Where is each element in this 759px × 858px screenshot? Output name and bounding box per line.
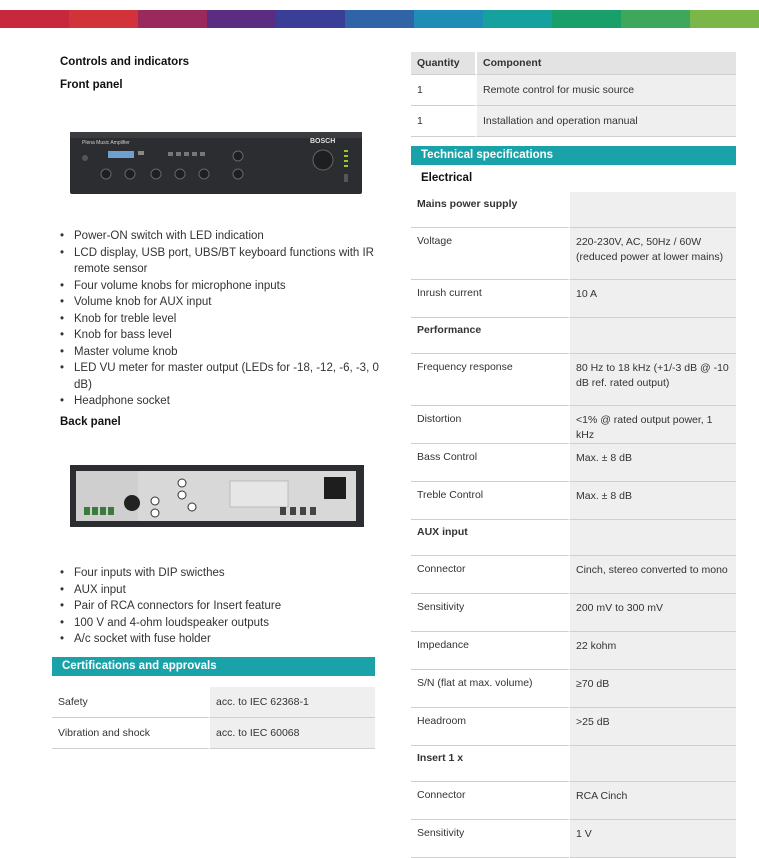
table-row: [411, 708, 736, 746]
table-row: [411, 632, 736, 670]
list-item: • Power-ON switch with LED indication: [52, 228, 382, 245]
list-item: • 100 V and 4-ohm loudspeaker outputs: [52, 615, 382, 632]
table-row: [411, 594, 736, 632]
table-row: [411, 556, 736, 594]
qty-cell: 1: [411, 75, 477, 106]
spec-value: 80 Hz to 18 kHz (+1/-3 dB @ -10 dB ref. rated output): [570, 354, 736, 406]
color-segment: [414, 10, 484, 28]
quantity-table-header: [411, 52, 736, 75]
color-segment: [345, 10, 415, 28]
spec-section-row: [411, 520, 736, 556]
list-item: • Headphone socket: [52, 393, 382, 410]
spec-label: Sensitivity: [411, 594, 570, 632]
front-panel-title: Front panel: [60, 79, 123, 91]
spec-value: 22 kohm: [570, 632, 736, 670]
quantity-table: [411, 52, 736, 137]
color-segment: [0, 10, 70, 28]
spec-label: Bass Control: [411, 444, 570, 482]
spec-section-spacer: [570, 318, 736, 354]
list-item: • Pair of RCA connectors for Insert feature: [52, 598, 382, 615]
front-panel-bullets: [52, 228, 382, 410]
spec-value: 1 V: [570, 820, 736, 858]
component-cell: Remote control for music source: [477, 75, 736, 106]
qty-cell: 1: [411, 106, 477, 137]
spec-section-title: Insert 1 x: [411, 746, 570, 782]
spec-value: >25 dB: [570, 708, 736, 746]
spec-value: <1% @ rated output power, 1 kHz: [570, 406, 736, 444]
color-segment: [552, 10, 622, 28]
spec-value: Max. ± 8 dB: [570, 482, 736, 520]
spec-label: Headroom: [411, 708, 570, 746]
spec-value: 200 mV to 300 mV: [570, 594, 736, 632]
spec-label: Voltage: [411, 228, 570, 280]
list-item: • Volume knob for AUX input: [52, 294, 382, 311]
table-row: [411, 482, 736, 520]
spec-value: Max. ± 8 dB: [570, 444, 736, 482]
spec-section-title: AUX input: [411, 520, 570, 556]
list-item: • A/c socket with fuse holder: [52, 631, 382, 648]
list-item: • AUX input: [52, 582, 382, 599]
spec-label: Inrush current: [411, 280, 570, 318]
spec-label: Connector: [411, 782, 570, 820]
table-row: [411, 670, 736, 708]
color-segment: [138, 10, 208, 28]
list-item: • Four inputs with DIP swicthes: [52, 565, 382, 582]
back-panel-title: Back panel: [60, 416, 121, 428]
color-segment: [483, 10, 553, 28]
spec-label: Frequency response: [411, 354, 570, 406]
table-row: [411, 228, 736, 280]
back-panel-bullets: [52, 565, 382, 648]
certifications-title: Certifications and approvals: [52, 657, 375, 676]
specs-table: [411, 192, 736, 858]
certifications-block: [52, 657, 375, 749]
table-row: [52, 718, 375, 749]
table-row: [411, 782, 736, 820]
quantity-header: Quantity: [411, 52, 477, 75]
component-cell: Installation and operation manual: [477, 106, 736, 137]
cert-value: acc. to IEC 62368-1: [210, 687, 375, 718]
list-item: • LED VU meter for master output (LEDs for -18, -12, -6, -3, 0 dB): [52, 360, 382, 393]
spec-section-title: Mains power supply: [411, 192, 570, 228]
spec-label: Impedance: [411, 632, 570, 670]
table-row: [411, 354, 736, 406]
color-segment: [690, 10, 759, 28]
table-row: [52, 687, 375, 718]
header-color-band: [0, 10, 759, 28]
spec-value: 220-230V, AC, 50Hz / 60W (reduced power at lower mains): [570, 228, 736, 280]
front-model-text: Plena Music Amplifier: [82, 140, 130, 146]
spec-label: S/N (flat at max. volume): [411, 670, 570, 708]
list-item: • Four volume knobs for microphone inputs: [52, 278, 382, 295]
spec-value: Cinch, stereo converted to mono: [570, 556, 736, 594]
color-segment: [621, 10, 691, 28]
list-item: • LCD display, USB port, UBS/BT keyboard functions with IR remote sensor: [52, 245, 382, 278]
list-item: • Knob for bass level: [52, 327, 382, 344]
spec-section-spacer: [570, 192, 736, 228]
component-header: Component: [477, 52, 736, 75]
spec-section-row: [411, 318, 736, 354]
color-segment: [207, 10, 277, 28]
right-column: [411, 52, 736, 840]
cert-value: acc. to IEC 60068: [210, 718, 375, 749]
spec-label: Sensitivity: [411, 820, 570, 858]
spec-section-spacer: [570, 746, 736, 782]
spec-label: Distortion: [411, 406, 570, 444]
cert-label: Vibration and shock: [52, 718, 210, 749]
table-row: [411, 106, 736, 137]
color-segment: [276, 10, 346, 28]
bosch-logo-text: BOSCH: [310, 138, 336, 145]
table-row: [411, 406, 736, 444]
spec-value: ≥70 dB: [570, 670, 736, 708]
spec-section-spacer: [570, 520, 736, 556]
table-row: [411, 75, 736, 106]
tech-spec-title: Technical specifications: [411, 146, 736, 165]
spec-section-title: Performance: [411, 318, 570, 354]
front-panel-image: [70, 130, 362, 196]
spec-section-row: [411, 746, 736, 782]
table-row: [411, 820, 736, 858]
table-row: [411, 280, 736, 318]
controls-title: Controls and indicators: [60, 56, 190, 68]
cert-label: Safety: [52, 687, 210, 718]
table-row: [411, 444, 736, 482]
spec-section-row: [411, 192, 736, 228]
spec-label: Connector: [411, 556, 570, 594]
color-segment: [69, 10, 139, 28]
spec-label: Treble Control: [411, 482, 570, 520]
back-panel-image: [70, 463, 364, 529]
electrical-title: Electrical: [421, 172, 473, 184]
spec-value: RCA Cinch: [570, 782, 736, 820]
spec-value: 10 A: [570, 280, 736, 318]
list-item: • Knob for treble level: [52, 311, 382, 328]
list-item: • Master volume knob: [52, 344, 382, 361]
